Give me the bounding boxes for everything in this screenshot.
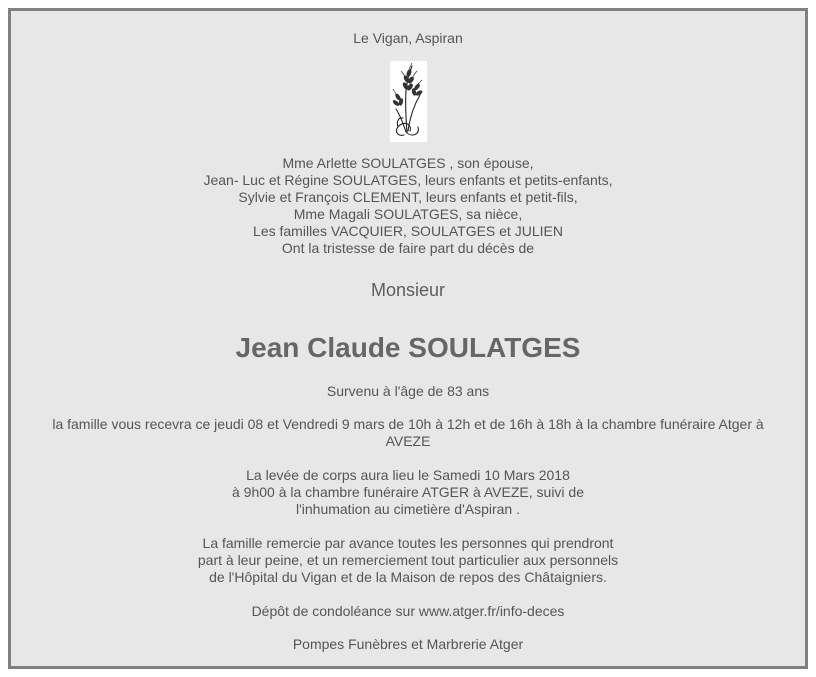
funeral-details — [11, 467, 805, 518]
family-line: Les familles VACQUIER, SOULATGES et JULIEN — [253, 223, 563, 239]
family-announcement — [11, 155, 805, 257]
thanks-line: La famille remercie par avance toutes les personnes qui prendront — [202, 535, 614, 551]
family-line: Mme Arlette SOULATGES , son épouse, — [282, 155, 534, 171]
deceased-title: Monsieur — [370, 280, 446, 300]
location-text: Le Vigan, Aspiran — [353, 30, 463, 46]
condolence-text: Dépôt de condoléance sur www.atger.fr/info-deces — [251, 603, 565, 619]
funeral-line: l'inhumation au cimetière d'Aspiran . — [295, 501, 520, 517]
family-line: Ont la tristesse de faire part du décès de — [281, 240, 535, 256]
obituary-notice — [8, 8, 808, 669]
wheat-icon — [390, 61, 427, 142]
age-text: Survenu à l'âge de 83 ans — [326, 383, 490, 399]
family-line: Jean- Luc et Régine SOULATGES, leurs enfants et petits-enfants, — [203, 172, 613, 188]
thanks-message — [11, 535, 805, 586]
funeral-line: La levée de corps aura lieu le Samedi 10 Mars 2018 — [246, 467, 570, 483]
company-name: Pompes Funèbres et Marbrerie Atger — [292, 636, 524, 652]
funeral-line: à 9h00 à la chambre funéraire ATGER à AVEZE, suivi de — [232, 484, 584, 500]
deceased-name: Jean Claude SOULATGES — [235, 332, 581, 363]
visitation-text: la famille vous recevra ce jeudi 08 et Vendredi 9 mars de 10h à 12h et de 16h à 18h à la chambre funéraire Atger à AVEZE — [52, 416, 764, 449]
family-line: Mme Magali SOULATGES, sa nièce, — [293, 206, 523, 222]
family-line: Sylvie et François CLEMENT, leurs enfants et petit-fils, — [238, 189, 578, 205]
thanks-line: de l'Hôpital du Vigan et de la Maison de repos des Châtaigniers. — [209, 569, 607, 585]
thanks-line: part à leur peine, et un remerciement tout particulier aux personnels — [197, 552, 619, 568]
